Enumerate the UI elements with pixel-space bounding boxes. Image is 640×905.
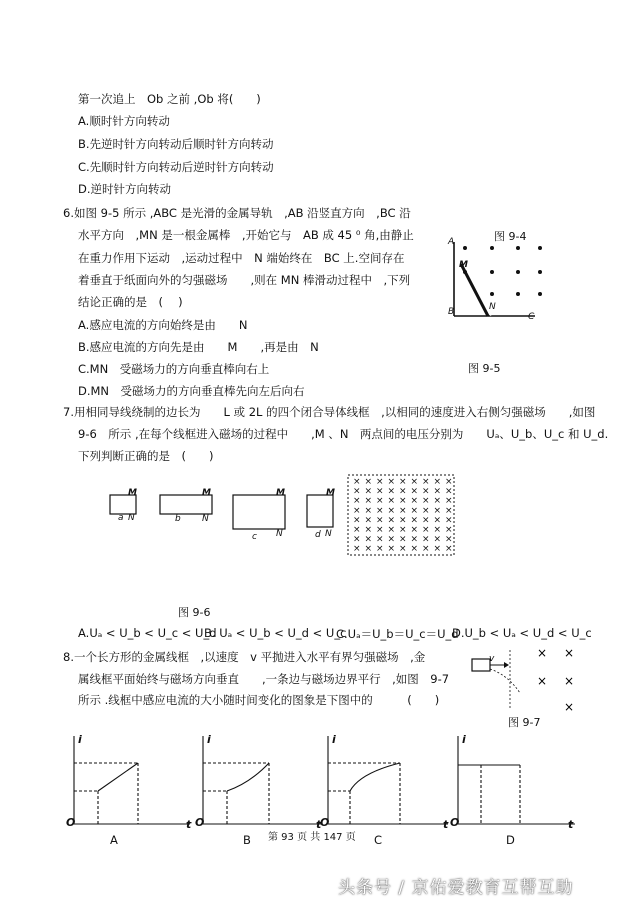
field-cross: × [399, 515, 407, 526]
frame-a-label: a [118, 513, 124, 523]
frame-b-n: N [202, 514, 209, 524]
field-cross: × [376, 525, 384, 535]
graph-b-i-label: i [207, 733, 211, 746]
frame-a-n: N [128, 513, 135, 523]
field-cross: × [353, 525, 361, 535]
field-cross: × [410, 496, 419, 507]
field-cross: × [445, 477, 453, 487]
field-cross: × [399, 544, 407, 555]
q7-option-c: C.Uₐ＝U_b＝U_c＝U_d [336, 627, 459, 641]
field-cross: × [433, 525, 442, 535]
field-cross: × [364, 505, 373, 516]
graph-b-t-label: t [316, 818, 322, 831]
field-cross: × [445, 534, 453, 545]
field-cross: × [353, 477, 361, 487]
figure-9-7-caption: 图 9-7 [508, 716, 541, 729]
field-cross: × [353, 496, 361, 507]
q8-line-1: 8.一个长方形的金属线框 ,以速度 v 平抛进入水平有界匀强磁场 ,金 [63, 650, 426, 664]
label-c: C [528, 312, 535, 322]
q6-line-3: 在重力作用下运动 ,运动过程中 N 端始终在 BC 上.空间存在 [78, 251, 405, 265]
field-cross: × [422, 534, 430, 545]
field-cross: × [376, 534, 384, 545]
q6-option-c: C.MN 受磁场力的方向垂直棒向右上 [78, 362, 270, 376]
field-cross: × [376, 477, 384, 487]
field-cross: × [353, 486, 361, 497]
field-cross: × [353, 505, 361, 516]
field-cross: × [364, 515, 373, 526]
field-cross: × [387, 534, 396, 545]
q7-option-d: D.U_b < Uₐ < U_d < U_c [452, 626, 592, 640]
figure-9-4-caption: 图 9-4 [494, 230, 527, 243]
frame-d-label: d [315, 530, 321, 540]
field-cross: × [410, 534, 419, 545]
field-cross: × [387, 477, 396, 487]
field-cross: × [387, 505, 396, 516]
field-cross: × [445, 486, 453, 497]
field-cross: × [410, 505, 419, 516]
field-cross: × [433, 505, 442, 516]
field-cross: × [537, 674, 548, 688]
field-cross: × [410, 477, 419, 487]
graph-d-origin: O [450, 816, 460, 829]
graph-b [203, 736, 322, 824]
q8-line-3: 所示 .线框中感应电流的大小随时间变化的图象是下图中的 ( ) [78, 693, 440, 707]
moving-frame [472, 659, 490, 671]
field-cross: × [387, 496, 396, 507]
velocity-label: v [489, 654, 495, 664]
graph-b-letter: B [243, 833, 251, 847]
field-cross: × [387, 486, 396, 497]
label-m: M [459, 260, 468, 270]
field-cross: × [364, 477, 373, 487]
q6-option-d: D.MN 受磁场力的方向垂直棒先向左后向右 [78, 384, 305, 398]
figure-9-6-diagram [105, 477, 565, 555]
field-cross: × [422, 525, 430, 535]
figure-9-5-caption: 图 9-5 [468, 362, 501, 375]
field-cross: × [353, 534, 361, 545]
frame-d-n: N [325, 529, 332, 539]
page-number: 第 93 页 共 147 页 [268, 832, 356, 843]
q7-line-1: 7.用相同导线绕制的边长为 L 或 2L 的四个闭合导体线框 ,以相同的速度进入右侧匀强磁场 ,如图 [63, 405, 596, 419]
graph-c [328, 736, 448, 824]
graph-d-i-label: i [462, 733, 466, 746]
frame-d [307, 495, 333, 527]
field-cross: × [399, 525, 407, 535]
frame-c [233, 495, 285, 529]
graph-a-origin: O [66, 816, 76, 829]
graph-c-t-label: t [443, 818, 449, 831]
graph-a-letter: A [110, 833, 118, 847]
rod-mn [461, 264, 488, 316]
label-n: N [489, 302, 496, 312]
field-cross: × [364, 525, 373, 535]
graph-a [74, 736, 190, 824]
frame-c-label: c [252, 532, 257, 542]
field-cross: × [387, 544, 396, 555]
field-cross: × [376, 486, 384, 497]
field-cross: × [399, 534, 407, 545]
trajectory [490, 669, 520, 693]
field-cross: × [422, 544, 430, 555]
field-cross: × [399, 505, 407, 516]
field-cross: × [422, 515, 430, 526]
q5-stem: 第一次追上 Ob 之前 ,Ob 将( ) [78, 92, 261, 106]
field-cross: × [422, 486, 430, 497]
field-cross: × [433, 534, 442, 545]
field-cross: × [433, 496, 442, 507]
field-cross: × [564, 646, 575, 660]
q7-line-2: 9-6 所示 ,在每个线框进入磁场的过程中 ,M 、N 两点间的电压分别为 Uₐ、U_b、U_c 和 U_d. [78, 427, 609, 441]
field-cross: × [387, 525, 396, 535]
figure-9-6-caption: 图 9-6 [178, 606, 211, 619]
q5-option-c: C.先顺时针方向转动后逆时针方向转动 [78, 160, 274, 174]
q8-line-2: 属线框平面始终与磁场方向垂直 ,一条边与磁场边界平行 ,如图 9-7 [78, 672, 450, 686]
q6-line-1: 6.如图 9-5 所示 ,ABC 是光滑的金属导轨 ,AB 沿竖直方向 ,BC 沿 [63, 206, 411, 220]
graph-c-i-label: i [332, 733, 336, 746]
field-cross: × [399, 477, 407, 487]
field-cross: × [445, 525, 453, 535]
figure-9-7-diagram [468, 645, 588, 715]
field-cross: × [376, 544, 384, 555]
field-cross: × [564, 674, 575, 688]
field-cross: × [564, 700, 575, 714]
q7-line-3: 下列判断正确的是 ( ) [78, 449, 214, 463]
q5-option-a: A.顺时针方向转动 [78, 114, 170, 128]
frame-a-m: M [128, 488, 137, 498]
q6-line-5: 结论正确的是 ( ) [78, 295, 183, 309]
graph-d-letter: D [506, 833, 515, 847]
field-cross: × [353, 544, 361, 555]
graph-a-t-label: t [186, 818, 192, 831]
q6-line-2: 水平方向 ,MN 是一根金属棒 ,开始它与 AB 成 45 ⁰ 角,由静止 [78, 228, 414, 242]
field-cross: × [376, 496, 384, 507]
graph-a-i-label: i [78, 733, 82, 746]
graph-d-t-label: t [568, 818, 574, 831]
field-cross: × [433, 477, 442, 487]
field-cross: × [410, 544, 419, 555]
field-cross: × [399, 496, 407, 507]
q5-option-b: B.先逆时针方向转动后顺时针方向转动 [78, 137, 274, 151]
watermark: 头条号 / 京佑爱教育互帮互助 [338, 878, 574, 898]
q6-option-b: B.感应电流的方向先是由 M ,再是由 N [78, 340, 319, 354]
graph-d [458, 736, 575, 824]
field-cross: × [537, 646, 548, 660]
frame-b-label: b [175, 514, 181, 524]
frame-b-m: M [202, 488, 211, 498]
field-cross: × [376, 505, 384, 516]
label-b: B [448, 307, 455, 317]
field-cross: × [433, 544, 442, 555]
q7-option-a: A.Uₐ < U_b < U_c < U_d [78, 626, 217, 640]
field-cross: × [399, 486, 407, 497]
frame-d-m: M [326, 488, 335, 498]
field-cross: × [410, 515, 419, 526]
field-cross: × [422, 496, 430, 507]
field-cross: × [433, 486, 442, 497]
field-cross: × [445, 505, 453, 516]
q6-line-4: 着垂直于纸面向外的匀强磁场 ,则在 MN 棒滑动过程中 ,下列 [78, 273, 411, 287]
field-cross: × [433, 515, 442, 526]
field-cross: × [364, 496, 373, 507]
field-cross: × [445, 496, 453, 507]
field-cross: × [364, 486, 373, 497]
q5-option-d: D.逆时针方向转动 [78, 182, 172, 196]
frame-c-m: M [276, 488, 285, 498]
q7-option-b: B. Uₐ < U_b < U_d < U_c [204, 626, 347, 640]
field-cross: × [445, 544, 453, 555]
graph-b-origin: O [195, 816, 205, 829]
field-cross: × [422, 505, 430, 516]
graph-c-origin: O [320, 816, 330, 829]
label-a: A [448, 237, 455, 247]
field-cross: × [364, 534, 373, 545]
q6-option-a: A.感应电流的方向始终是由 N [78, 318, 248, 332]
field-cross: × [445, 515, 453, 526]
field-cross: × [422, 477, 430, 487]
frame-c-n: N [276, 529, 283, 539]
field-cross: × [410, 486, 419, 497]
field-cross: × [410, 525, 419, 535]
graph-c-letter: C [374, 833, 383, 847]
field-cross: × [353, 515, 361, 526]
field-cross: × [387, 515, 396, 526]
field-cross: × [364, 544, 373, 555]
magnetic-field-crosses [353, 477, 453, 554]
field-cross: × [376, 515, 384, 526]
